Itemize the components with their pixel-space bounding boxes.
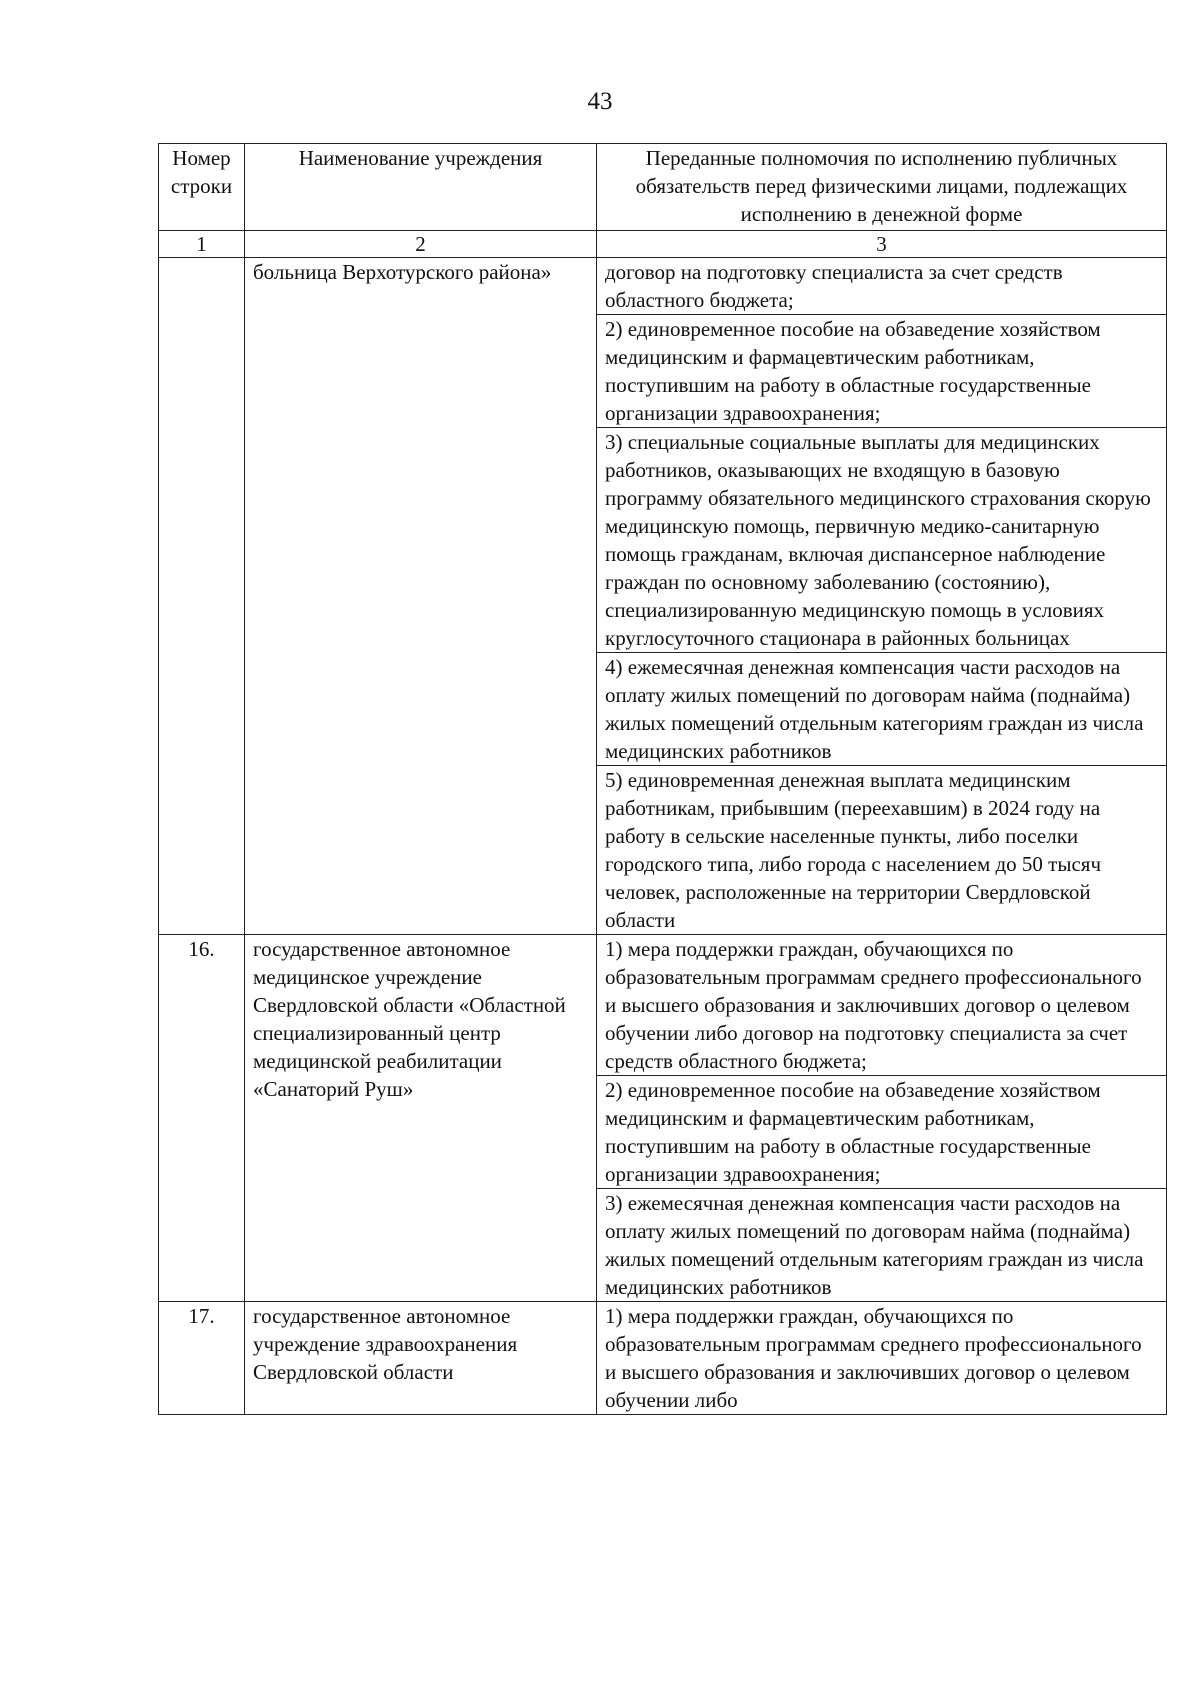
row-number: 17.: [159, 1302, 245, 1415]
power-item: 2) единовременное пособие на обзаведение хозяйством медицинским и фармацевтическим работникам, поступившим на работу в областные государственные организации здравоохранения;: [597, 315, 1167, 428]
table-row: [159, 935, 1167, 1076]
row-number: [159, 258, 245, 935]
power-item: 2) единовременное пособие на обзаведение хозяйством медицинским и фармацевтическим работникам, поступившим на работу в областные государственные организации здравоохранения;: [597, 1076, 1167, 1189]
authority-table: [158, 143, 1167, 1415]
power-item: 3) специальные социальные выплаты для медицинских работников, оказывающих не входящую в базовую программу обязательного медицинского страхования скорую медицинскую помощь, первичную медико-санитарную помощь гражданам, включая диспансерное наблюдение граждан по основному заболеванию (состоянию), специализированную медицинскую помощь в условиях круглосуточного стационара в районных больницах: [597, 428, 1167, 653]
power-item: договор на подготовку специалиста за счет средств областного бюджета;: [597, 258, 1167, 315]
power-item: 1) мера поддержки граждан, обучающихся по образовательным программам среднего профессионального и высшего образования и заключивших договор о целевом обучении либо: [597, 1302, 1167, 1415]
header-institution-name: Наименование учреждения: [245, 144, 597, 231]
page-number: 43: [587, 88, 613, 115]
power-item: 5) единовременная денежная выплата медицинским работникам, прибывшим (переехавшим) в 2024 году на работу в сельские населенные пункты, либо поселки городского типа, либо города с населением до 50 тысяч человек, расположенные на территории Свердловской области: [597, 766, 1167, 935]
table-header-row: [159, 144, 1167, 231]
power-item: 4) ежемесячная денежная компенсация части расходов на оплату жилых помещений по договорам найма (поднайма) жилых помещений отдельным категориям граждан из числа медицинских работников: [597, 653, 1167, 766]
institution-name: государственное автономное медицинское учреждение Свердловской области «Областной специализированный центр медицинской реабилитации «Санаторий Руш»: [245, 935, 597, 1302]
column-number: 1: [159, 231, 245, 258]
column-number: 3: [597, 231, 1167, 258]
institution-name: государственное автономное учреждение здравоохранения Свердловской области: [245, 1302, 597, 1415]
column-numbers-row: [159, 231, 1167, 258]
column-number: 2: [245, 231, 597, 258]
table-row: [159, 1302, 1167, 1415]
institution-name: больница Верхотурского района»: [245, 258, 597, 935]
header-powers: Переданные полномочия по исполнению публичных обязательств перед физическими лицами, подлежащих исполнению в денежной форме: [597, 144, 1167, 231]
header-row-number: Номер строки: [159, 144, 245, 231]
table-row: [159, 258, 1167, 315]
row-number: 16.: [159, 935, 245, 1302]
power-item: 1) мера поддержки граждан, обучающихся по образовательным программам среднего профессионального и высшего образования и заключивших договор о целевом обучении либо договор на подготовку специалиста за счет средств областного бюджета;: [597, 935, 1167, 1076]
power-item: 3) ежемесячная денежная компенсация части расходов на оплату жилых помещений по договорам найма (поднайма) жилых помещений отдельным категориям граждан из числа медицинских работников: [597, 1189, 1167, 1302]
